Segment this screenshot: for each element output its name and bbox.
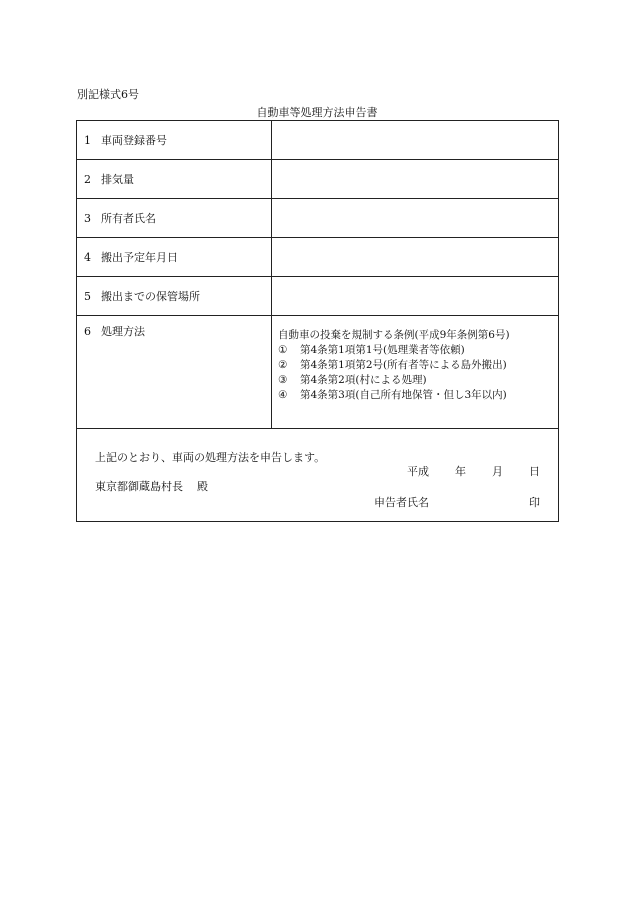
row-number: 6 [84, 325, 91, 338]
row-label-cell [77, 121, 272, 160]
registration-number-field[interactable] [272, 121, 559, 160]
row-number: 5 [84, 290, 91, 303]
option-mark: ④ [278, 389, 288, 401]
addressee-name: 東京都御蔵島村長 [95, 480, 183, 493]
row-number: 2 [84, 173, 91, 186]
table-row [77, 121, 559, 160]
row-number: 3 [84, 212, 91, 225]
owner-name-field[interactable] [272, 199, 559, 238]
row-label: 搬出までの保管場所 [101, 290, 200, 303]
declaration-cell [77, 429, 559, 522]
option-text: 第4条第3項(自己所有地保管・但し3年以内) [300, 389, 507, 401]
ordinance-heading: 自動車の投棄を規制する条例(平成9年条例第6号) [278, 329, 510, 341]
row-label-cell [77, 277, 272, 316]
option-text: 第4条第1項第1号(処理業者等依頼) [300, 344, 465, 356]
method-option[interactable] [278, 388, 558, 403]
removal-date-field[interactable] [272, 238, 559, 277]
disposal-method-cell [272, 316, 559, 429]
table-row [77, 238, 559, 277]
option-text: 第4条第2項(村による処理) [300, 374, 427, 386]
row-label: 搬出予定年月日 [101, 251, 178, 264]
method-option[interactable] [278, 343, 558, 358]
declaration-text: 上記のとおり、車両の処理方法を申告します。 [95, 451, 326, 464]
row-number: 1 [84, 134, 91, 147]
row-label-cell [77, 316, 272, 429]
seal-mark: 印 [529, 496, 540, 509]
applicant-name-label[interactable]: 申告者氏名 [374, 496, 429, 509]
date-era: 平成 [407, 465, 429, 478]
row-label: 所有者氏名 [101, 212, 156, 225]
declaration-form-table [76, 120, 559, 522]
table-row [77, 160, 559, 199]
table-row-disposal-method [77, 316, 559, 429]
storage-location-field[interactable] [272, 277, 559, 316]
date-month: 月 [492, 465, 503, 478]
row-label: 処理方法 [101, 325, 145, 338]
method-option[interactable] [278, 373, 558, 388]
option-mark: ① [278, 344, 288, 356]
form-number: 別記様式6号 [77, 88, 139, 101]
date-day: 日 [529, 465, 540, 478]
table-row [77, 199, 559, 238]
form-title: 自動車等処理方法申告書 [256, 106, 378, 119]
method-option[interactable] [278, 358, 558, 373]
option-mark: ② [278, 359, 288, 371]
date-year: 年 [455, 465, 466, 478]
table-row [77, 277, 559, 316]
row-label: 排気量 [101, 173, 134, 186]
row-label-cell [77, 199, 272, 238]
declaration-date[interactable] [407, 463, 540, 479]
addressee-honorific: 殿 [197, 480, 208, 493]
option-mark: ③ [278, 374, 288, 386]
row-label: 車両登録番号 [101, 134, 167, 147]
option-text: 第4条第1項第2号(所有者等による島外搬出) [300, 359, 507, 371]
row-number: 4 [84, 251, 91, 264]
displacement-field[interactable] [272, 160, 559, 199]
table-row-declaration [77, 429, 559, 522]
addressee [95, 478, 208, 494]
row-label-cell [77, 160, 272, 199]
row-label-cell [77, 238, 272, 277]
